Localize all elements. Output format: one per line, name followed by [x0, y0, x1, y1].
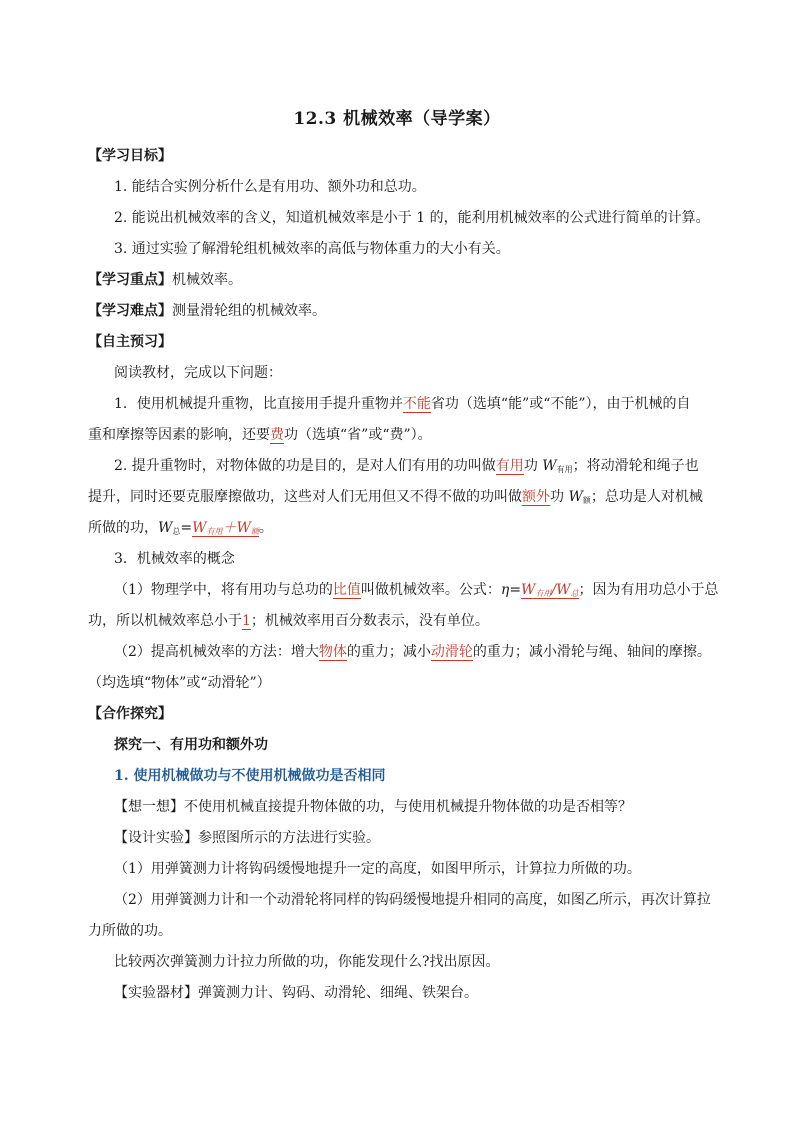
preview-intro: 阅读教材，完成以下问题： — [114, 365, 282, 381]
q2-line2 — [88, 487, 703, 511]
goal-item-1: 1. 能结合实例分析什么是有用功、额外功和总功。 — [114, 179, 426, 195]
q2-text-a: 2. 提升重物时，对物体做的功是目的，是对人们有用的功叫做 — [114, 458, 496, 474]
q2-text-c: ；将动滑轮和绳子也 — [572, 458, 699, 474]
subscript-total: 总 — [172, 527, 181, 536]
equipment-text: 弹簧测力计、钩码、动滑轮、细绳、铁架台。 — [198, 985, 478, 1001]
answer-blank: 有用 — [495, 458, 524, 474]
q2-line1 — [114, 456, 699, 480]
q3-p1-line1 — [114, 580, 719, 604]
difficulty-text: 测量滑轮组的机械效率。 — [172, 303, 326, 319]
answer-blank: 比值 — [332, 582, 361, 598]
q1-text-c: 重和摩擦等因素的影响，还要 — [88, 427, 270, 443]
q1-text-a: 1．使用机械提升重物，比直接用手提升重物并 — [114, 396, 403, 412]
answer-blank: 1 — [242, 613, 251, 629]
q2-text-f: ；总功是人对机械 — [590, 489, 703, 505]
q3-text-a: （1）物理学中，将有用功与总功的 — [114, 582, 333, 598]
section-heading: 探究一、有用功和额外功 — [114, 737, 268, 753]
q2-line3 — [88, 518, 273, 542]
w-symbol: W — [192, 520, 207, 536]
q2-text-b: 功 — [523, 458, 543, 474]
q3-p2-line2: （均选填“物体”或“动滑轮”） — [88, 675, 271, 691]
q2-text-d: 提升，同时还要克服摩擦做功，这些对人们无用但又不得不做的功叫做 — [88, 489, 522, 505]
q2-text-e: 功 — [550, 489, 569, 505]
equipment-label: 【实验器材】 — [114, 985, 198, 1001]
plus-sign: ＋ — [222, 520, 237, 536]
q3-p1-line2 — [88, 611, 489, 631]
answer-blank: 费 — [270, 427, 284, 443]
w-symbol: W — [158, 520, 173, 536]
design-paragraph — [114, 828, 380, 848]
goal-item-2: 2. 能说出机械效率的含义，知道机械效率是小于 1 的，能利用机械效率的公式进行简单的计算。 — [114, 210, 710, 226]
q3-text-c: ；因为有用功总小于总 — [578, 582, 719, 598]
eta-symbol: η — [500, 582, 510, 598]
w-symbol: W — [521, 582, 536, 598]
w-symbol: W — [236, 520, 251, 536]
q1-text-d: 功（选填“省”或“费”）。 — [284, 427, 432, 443]
q3-text-b: 叫做机械效率。公式： — [360, 582, 501, 598]
answer-blank: 动滑轮 — [430, 644, 473, 660]
step-1: （1）用弹簧测力计将钩码缓慢地提升一定的高度，如图甲所示，计算拉力所做的功。 — [114, 861, 641, 877]
key-point — [88, 270, 242, 290]
goals-heading: 【学习目标】 — [88, 148, 172, 164]
w-symbol: W — [556, 582, 571, 598]
step-2-line2: 力所做的功。 — [88, 923, 172, 939]
answer-formula — [521, 582, 579, 599]
think-label: 【想一想】 — [114, 799, 184, 815]
step-2-line1: （2）用弹簧测力计和一个动滑轮将同样的钩码缓慢地提升相同的高度，如图乙所示，再次计算拉 — [114, 892, 711, 908]
equals-sign: = — [180, 520, 193, 536]
design-text: 参照图所示的方法进行实验。 — [198, 830, 380, 846]
subscript-total: 总 — [570, 589, 579, 598]
equipment-paragraph — [114, 983, 478, 1003]
page-title: 12.3 机械效率（导学案） — [293, 109, 501, 129]
think-paragraph — [114, 797, 632, 817]
answer-blank: 额外 — [522, 489, 550, 505]
think-text: 不使用机械直接提升物体做的功，与使用机械提升物体做的功是否相等？ — [184, 799, 632, 815]
q1-line2 — [88, 425, 432, 445]
q1-line1 — [114, 394, 691, 414]
difficulty — [88, 301, 326, 321]
key-point-label: 【学习重点】 — [88, 272, 172, 288]
equals-sign: = — [509, 582, 522, 598]
answer-blank: 不能 — [402, 396, 431, 412]
w-symbol: W — [542, 458, 557, 474]
subscript-useful: 有用 — [556, 465, 573, 474]
design-label: 【设计实验】 — [114, 830, 198, 846]
q3-text-d: 功，所以机械效率总小于 — [88, 613, 242, 629]
subscript-extra: 额 — [582, 496, 591, 505]
q3-p2-line1 — [114, 642, 711, 662]
subscript-extra: 额 — [250, 527, 259, 536]
q2-text-g: 所做的功， — [88, 520, 158, 536]
q1-text-b: 省功（选填“能”或“不能”），由于机械的自 — [430, 396, 691, 412]
coop-heading: 【合作探究】 — [88, 706, 172, 722]
key-point-text: 机械效率。 — [172, 272, 242, 288]
slash: / — [551, 582, 557, 598]
subscript-useful: 有用 — [206, 527, 223, 536]
answer-w-useful — [192, 520, 259, 537]
q3-heading: 3．机械效率的概念 — [114, 551, 235, 567]
preview-heading: 【自主预习】 — [88, 334, 172, 350]
w-symbol: W — [568, 489, 583, 505]
subsection-heading: 1. 使用机械做功与不使用机械做功是否相同 — [114, 768, 386, 784]
q3-text-e: ；机械效率用百分数表示，没有单位。 — [250, 613, 489, 629]
goal-item-3: 3. 通过实验了解滑轮组机械效率的高低与物体重力的大小有关。 — [114, 241, 510, 257]
subscript-useful: 有用 — [535, 589, 552, 598]
compare-paragraph: 比较两次弹簧测力计拉力所做的功，你能发现什么?找出原因。 — [114, 954, 500, 970]
period: 。 — [258, 520, 273, 536]
answer-blank: 物体 — [318, 644, 347, 660]
q3-text-h: 的重力；减小滑轮与绳、轴间的摩擦。 — [472, 644, 711, 660]
q3-text-g: 的重力；减小 — [346, 644, 431, 660]
difficulty-label: 【学习难点】 — [88, 303, 172, 319]
q3-text-f: （2）提高机械效率的方法：增大 — [114, 644, 319, 660]
